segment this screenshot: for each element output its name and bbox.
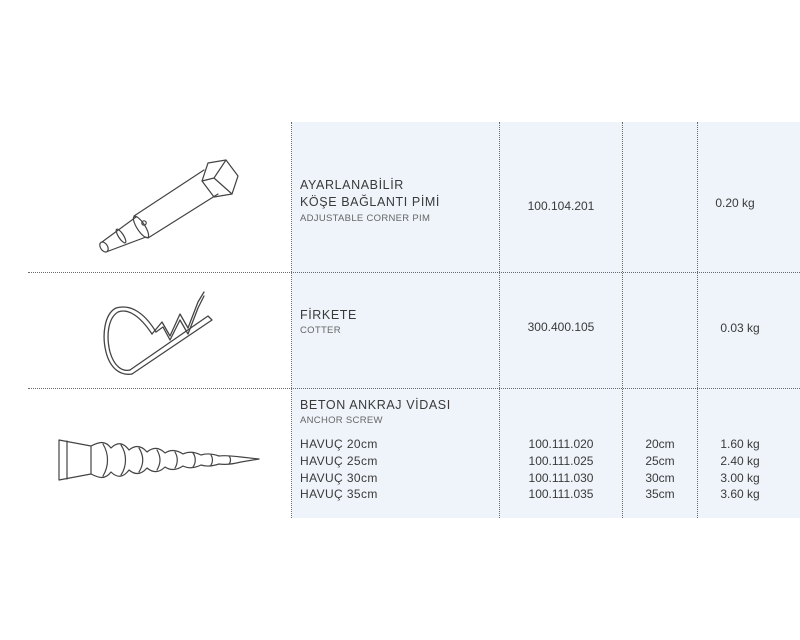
product-code: 300.400.105: [527, 320, 595, 334]
variant-weight: 3.60 kg: [720, 487, 760, 501]
product-subtitle: ADJUSTABLE CORNER PIM: [300, 213, 431, 224]
product-subtitle: COTTER: [300, 325, 341, 336]
variant-code: 100.111.030: [528, 471, 594, 485]
product-subtitle: ANCHOR SCREW: [300, 415, 383, 426]
variant-weight: 2.40 kg: [720, 454, 760, 468]
product-title-line2: KÖŞE BAĞLANTI PİMİ: [300, 195, 440, 209]
cotter-pin-icon: [100, 290, 230, 375]
variant-name: HAVUÇ 20cm: [300, 437, 378, 451]
variant-code: 100.111.020: [528, 437, 594, 451]
product-code: 100.104.201: [527, 199, 595, 213]
variant-code: 100.111.025: [528, 454, 594, 468]
anchor-screw-icon: [55, 432, 265, 488]
product-title: BETON ANKRAJ VİDASI: [300, 398, 451, 412]
variant-code: 100.111.035: [528, 487, 594, 501]
variant-size: 30cm: [645, 471, 675, 485]
product-title: FİRKETE: [300, 308, 357, 322]
variant-name: HAVUÇ 25cm: [300, 454, 378, 468]
variant-weight: 1.60 kg: [720, 437, 760, 451]
product-title-line1: AYARLANABİLİR: [300, 178, 404, 192]
corner-pin-icon: [90, 150, 240, 260]
variant-size: 20cm: [645, 437, 675, 451]
variant-weight: 3.00 kg: [720, 471, 760, 485]
variant-size: 35cm: [645, 487, 675, 501]
product-weight: 0.03 kg: [720, 321, 760, 335]
product-weight: 0.20 kg: [715, 196, 755, 210]
row-divider: [28, 388, 800, 389]
row-divider: [28, 272, 800, 273]
column-divider-description: [291, 122, 292, 518]
variant-name: HAVUÇ 30cm: [300, 471, 378, 485]
variant-size: 25cm: [645, 454, 675, 468]
variant-name: HAVUÇ 35cm: [300, 487, 378, 501]
